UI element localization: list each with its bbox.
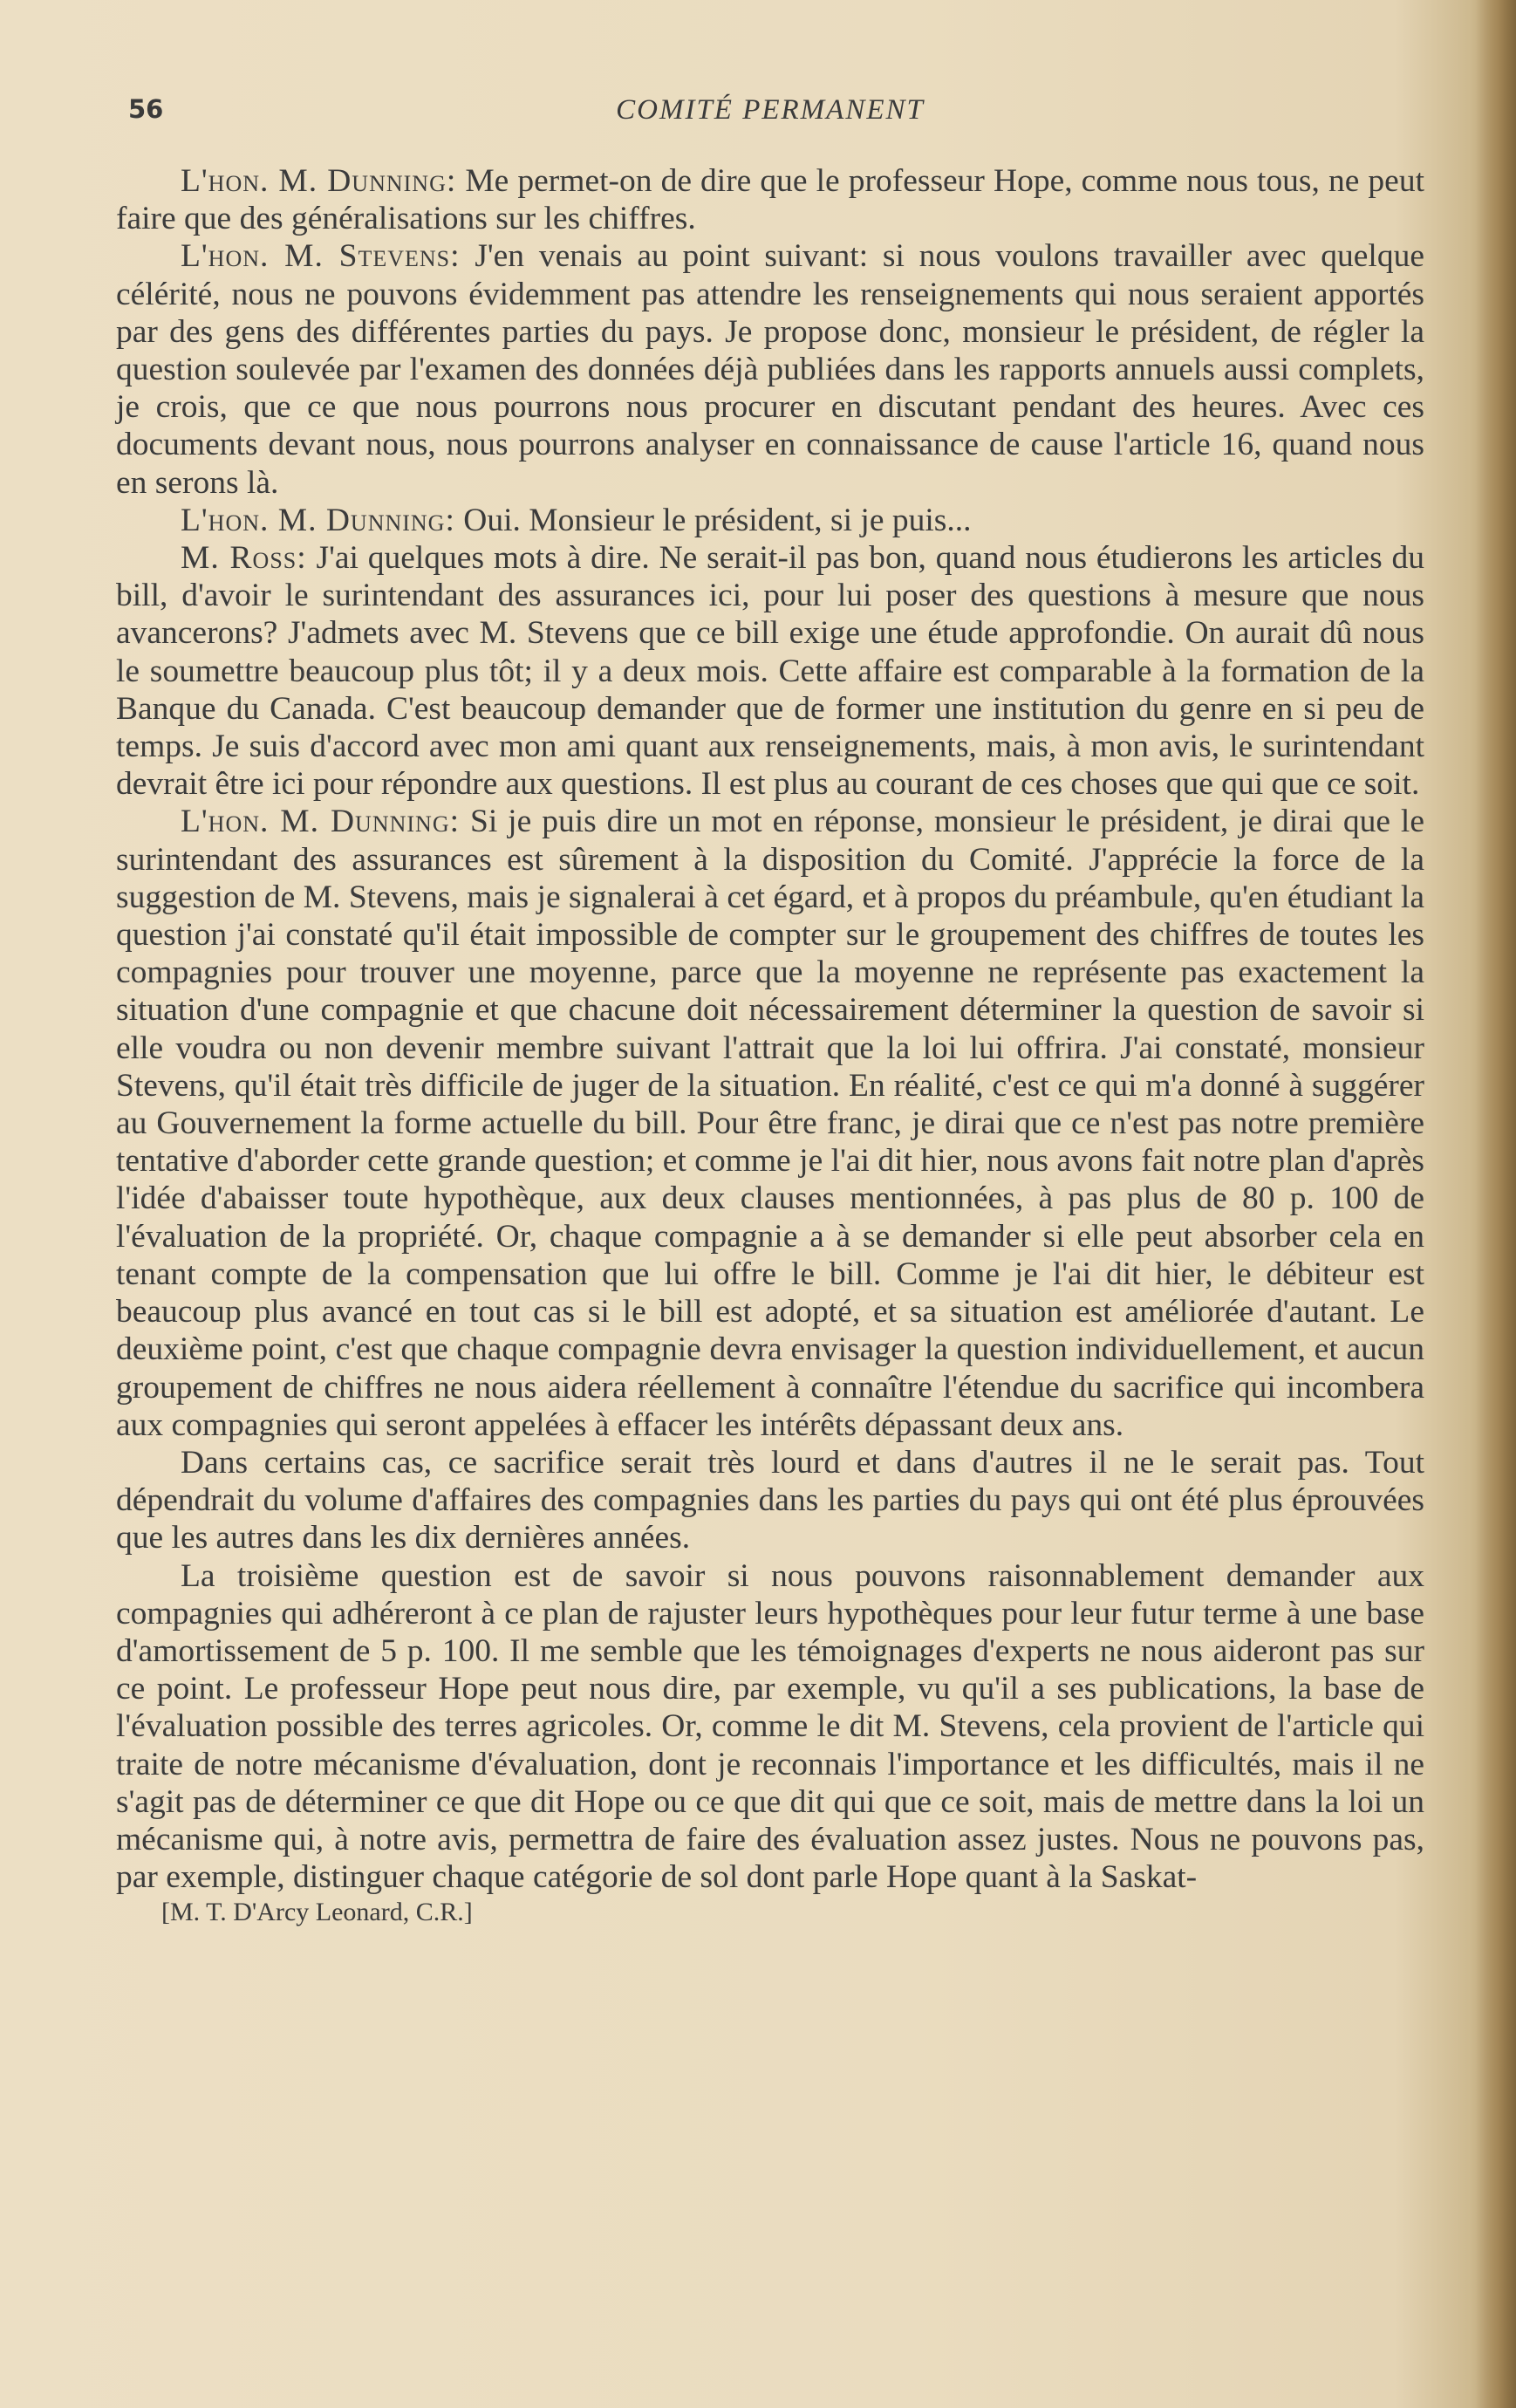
- speaker-name: L'hon. M. Stevens:: [181, 238, 461, 275]
- paragraph-4: [116, 539, 1424, 803]
- speaker-name: M. Ross:: [181, 540, 307, 577]
- paragraph-text: Oui. Monsieur le président, si je puis...: [463, 502, 972, 538]
- paragraph-3: [116, 502, 1424, 539]
- speaker-signature: [M. T. D'Arcy Leonard, C.R.]: [161, 1898, 473, 1927]
- page-content: [116, 91, 1424, 1929]
- paragraph-text: J'ai quelques mots à dire. Ne serait-il pas bon, quand nous étudierons les articles du bill, d'avoir le surintendant des assurances ici, pour lui poser des questions à mesure que nous avancerons? J'admets avec M. Stevens que ce bill exige une étude approfondie. On aurait dû nous le soumettre beaucoup plus tôt; il y a deux mois. Cette affaire est comparable à la formation de la Banque du Canada. C'est beaucoup demander que de former une institution du genre en si peu de temps. Je suis d'accord avec mon ami quant aux renseignements, mais, à mon avis, le surintendant devrait être ici pour répondre aux questions. Il est plus au courant de ces choses que qui que ce soit.: [116, 540, 1424, 803]
- paragraph-text: La troisième question est de savoir si nous pouvons raisonnablement demander aux compagnies qui adhéreront à ce plan de rajuster leurs hypothèques pour leur futur terme à une base d'amortissement de 5 p. 100. Il me semble que les témoignages d'experts ne nous aideront pas sur ce point. Le professeur Hope peut nous dire, par exemple, vu qu'il a ses publications, la base de l'évaluation possible des terres agricoles. Or, comme le dit M. Stevens, cela provient de l'article qui traite de notre mécanisme d'évaluation, dont je reconnais l'importance et les difficultés, mais il ne s'agit pas de déterminer ce que dit Hope ou ce que dit qui que ce soit, mais de mettre dans la loi un mécanisme qui, à notre avis, permettra de faire des évaluation assez justes. Nous ne pouvons pas, par exemple, distinguer chaque catégorie de sol dont parle Hope quant à la Saskat-: [116, 1557, 1424, 1896]
- paragraph-5: [116, 803, 1424, 1443]
- paragraph-6: [116, 1444, 1424, 1557]
- paragraph-text: Dans certains cas, ce sacrifice serait très lourd et dans d'autres il ne le serait pas. Tout dépendrait du volume d'affaires des compagnies dans les parties du pays qui ont été plus éprouvées que les autres dans les dix dernières années.: [116, 1444, 1424, 1556]
- paragraph-1: [116, 162, 1424, 237]
- speaker-name: L'hon. M. Dunning:: [181, 502, 455, 538]
- speaker-name: L'hon. M. Dunning:: [181, 163, 457, 199]
- paragraph-2: [116, 237, 1424, 501]
- speaker-name: L'hon. M. Dunning:: [181, 804, 461, 840]
- paragraph-7: [116, 1557, 1424, 1897]
- page-number: 56: [128, 94, 164, 124]
- page-header: [116, 91, 1424, 138]
- paragraph-text: Me permet-on de dire que le professeur Hope, comme nous tous, ne peut faire que des généralisations sur les chiffres.: [116, 163, 1424, 237]
- page-edge-shadow: [1476, 0, 1516, 2408]
- paragraph-text: J'en venais au point suivant: si nous voulons travailler avec quelque célérité, nous ne pouvons évidemment pas attendre les renseignements qui nous seraient apportés par des gens des différentes parties du pays. Je propose donc, monsieur le président, de régler la question soulevée par l'examen des données déjà publiées dans les rapports annuels aussi complets, je crois, que ce que nous pourrons nous procurer en discutant pendant des heures. Avec ces documents devant nous, nous pourrons analyser en connaissance de cause l'article 16, quand nous en serons là.: [116, 238, 1424, 501]
- running-title: COMITÉ PERMANENT: [616, 94, 925, 126]
- body-text: [116, 162, 1424, 1896]
- paragraph-text: Si je puis dire un mot en réponse, monsieur le président, je dirai que le surintendant des assurances est sûrement à la disposition du Comité. J'apprécie la force de la suggestion de M. Stevens, mais je signalerai à cet égard, et à propos du préambule, qu'en étudiant la question j'ai constaté qu'il était impossible de compter sur le groupement des chiffres de toutes les compagnies pour trouver une moyenne, parce que la moyenne ne représente pas exactement la situation d'une compagnie et que chacune doit nécessairement déterminer la question de savoir si elle voudra ou non devenir membre suivant l'attrait que la loi lui offrira. J'ai constaté, monsieur Stevens, qu'il était très difficile de juger de la situation. En réalité, c'est ce qui m'a donné à suggérer au Gouvernement la forme actuelle du bill. Pour être franc, je dirai que ce n'est pas notre première tentative d'aborder cette grande question; et comme je l'ai dit hier, nous avons fait notre plan d'après l'idée d'abaisser toute hypothèque, aux deux clauses mentionnées, à pas plus de 80 p. 100 de l'évaluation de la propriété. Or, chaque compagnie a à se demander si elle peut absorber cela en tenant compte de la compensation que lui offre le bill. Comme je l'ai dit hier, le débiteur est beaucoup plus avancé en tout cas si le bill est adopté, et sa situation est améliorée d'autant. Le deuxième point, c'est que chaque compagnie devra envisager la question individuellement, et aucun groupement de chiffres ne nous aidera réellement à connaître l'étendue du sacrifice qui incombera aux compagnies qui seront appelées à effacer les intérêts dépassant deux ans.: [116, 804, 1424, 1443]
